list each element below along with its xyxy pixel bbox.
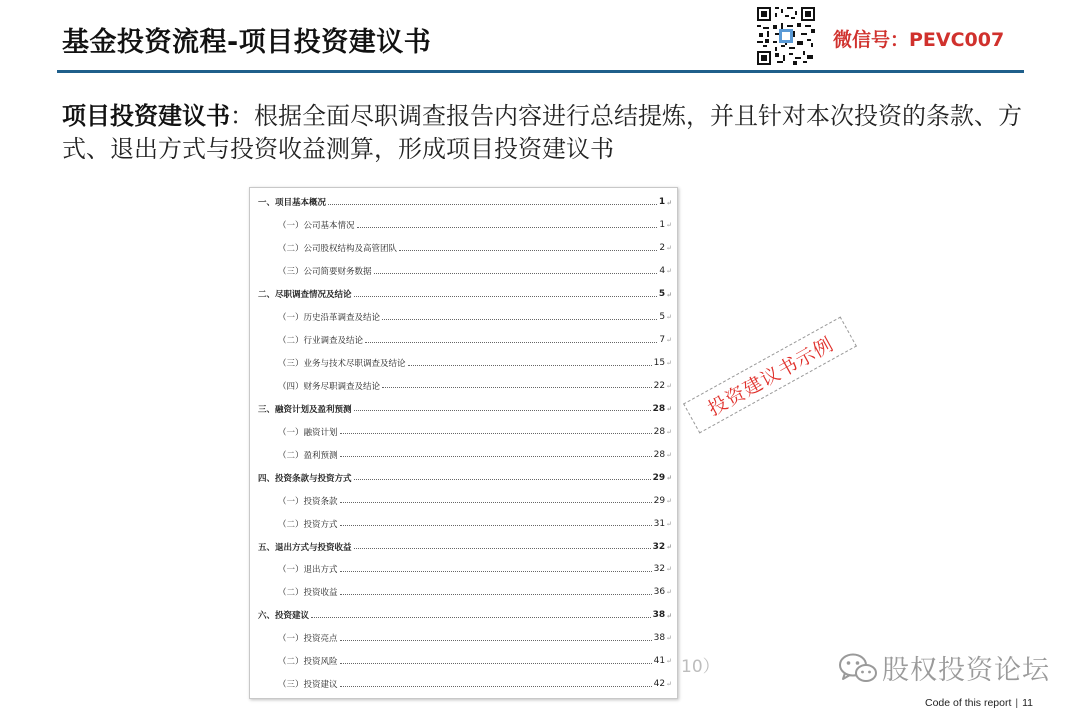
toc-entry-title: 六、投资建议 — [258, 611, 310, 622]
toc-entry-page: 36 — [653, 587, 666, 598]
toc-leader-dots — [340, 594, 652, 595]
paragraph-mark-icon: ↵ — [666, 313, 672, 322]
paragraph-mark-icon: ↵ — [666, 381, 672, 390]
toc-entry-page: 28 — [653, 426, 666, 437]
toc-list — [258, 191, 672, 696]
paragraph-mark-icon: ↵ — [666, 289, 672, 299]
paragraph-mark-icon: ↵ — [666, 404, 672, 414]
toc-row — [258, 260, 672, 283]
toc-entry-page: 4 — [659, 266, 666, 277]
toc-entry-page: 5 — [659, 312, 666, 323]
paragraph-mark-icon: ↵ — [666, 197, 672, 207]
toc-entry-page: 38 — [653, 633, 666, 644]
toc-entry-title: （一）融资计划 — [278, 427, 338, 438]
toc-entry-title: （一）退出方式 — [278, 565, 338, 576]
toc-row — [258, 191, 672, 214]
toc-leader-dots — [340, 686, 652, 687]
toc-entry-title: （四）财务尽职调查及结论 — [278, 381, 381, 392]
toc-entry-title: （二）投资方式 — [278, 519, 338, 530]
toc-document-image — [249, 187, 678, 699]
toc-leader-dots — [340, 525, 652, 526]
toc-entry-title: 二、尽职调查情况及结论 — [258, 290, 352, 301]
wechat-id: 微信号：PEVC007 — [833, 29, 1005, 51]
toc-entry-page: 7 — [659, 335, 666, 346]
toc-entry-title: （一）投资亮点 — [278, 634, 338, 645]
footer-page-number: 11 — [1022, 697, 1034, 709]
paragraph-mark-icon: ↵ — [666, 565, 672, 574]
toc-row — [258, 489, 672, 512]
intro-paragraph — [62, 100, 1022, 166]
toc-entry-title: （三）投资建议 — [278, 680, 338, 691]
toc-row — [258, 443, 672, 466]
toc-row — [258, 650, 672, 673]
toc-leader-dots — [382, 387, 652, 388]
paragraph-mark-icon: ↵ — [666, 657, 672, 666]
intro-lead: 项目投资建议书 — [62, 102, 230, 130]
toc-entry-page: 31 — [653, 518, 666, 529]
toc-row — [258, 604, 672, 627]
qr-code-icon — [757, 7, 815, 65]
toc-entry-page: 42 — [653, 679, 666, 690]
toc-entry-page: 1 — [658, 197, 666, 208]
toc-leader-dots — [382, 319, 657, 320]
example-stamp — [683, 316, 857, 433]
paragraph-mark-icon: ↵ — [666, 427, 672, 436]
forum-name: 股权投资论坛 — [882, 655, 1050, 686]
toc-row — [258, 329, 672, 352]
toc-row — [258, 237, 672, 260]
toc-entry-title: （一）投资条款 — [278, 496, 338, 507]
paragraph-mark-icon: ↵ — [666, 634, 672, 643]
example-stamp-label: 投资建议书示例 — [704, 332, 838, 420]
toc-leader-dots — [340, 571, 652, 572]
toc-row — [258, 466, 672, 489]
toc-entry-title: （一）历史沿革调查及结论 — [278, 313, 381, 324]
toc-leader-dots — [408, 365, 652, 366]
faded-page-number: 10） — [681, 657, 720, 677]
paragraph-mark-icon: ↵ — [666, 496, 672, 505]
paragraph-mark-icon: ↵ — [666, 450, 672, 459]
toc-leader-dots — [311, 617, 651, 618]
paragraph-mark-icon: ↵ — [666, 336, 672, 345]
toc-entry-title: （一）公司基本情况 — [278, 221, 355, 232]
toc-entry-title: 四、投资条款与投资方式 — [258, 473, 352, 484]
toc-row — [258, 397, 672, 420]
toc-leader-dots — [354, 548, 651, 549]
toc-entry-page: 29 — [652, 472, 666, 483]
toc-entry-page: 15 — [653, 358, 666, 369]
paragraph-mark-icon: ↵ — [666, 519, 672, 528]
toc-leader-dots — [354, 479, 651, 480]
toc-entry-page: 41 — [653, 656, 666, 667]
toc-row — [258, 306, 672, 329]
toc-entry-page: 38 — [652, 610, 666, 621]
toc-entry-title: 五、退出方式与投资收益 — [258, 542, 352, 553]
paragraph-mark-icon: ↵ — [666, 588, 672, 597]
toc-leader-dots — [374, 273, 658, 274]
toc-leader-dots — [328, 204, 657, 205]
toc-entry-title: （三）业务与技术尽职调查及结论 — [278, 359, 406, 370]
toc-entry-page: 32 — [652, 541, 666, 552]
toc-leader-dots — [354, 410, 651, 411]
toc-entry-page: 5 — [658, 289, 666, 300]
paragraph-mark-icon: ↵ — [666, 221, 672, 230]
toc-entry-title: （二）行业调查及结论 — [278, 336, 364, 347]
toc-leader-dots — [357, 227, 658, 228]
toc-row — [258, 352, 672, 375]
header-divider — [57, 70, 1024, 73]
toc-row — [258, 673, 672, 696]
toc-leader-dots — [399, 250, 657, 251]
paragraph-mark-icon: ↵ — [666, 473, 672, 483]
forum-watermark — [838, 648, 1050, 687]
toc-leader-dots — [365, 342, 657, 343]
paragraph-mark-icon: ↵ — [666, 610, 672, 620]
toc-entry-title: （二）公司股权结构及高管团队 — [278, 244, 398, 255]
toc-leader-dots — [340, 640, 652, 641]
toc-leader-dots — [340, 433, 652, 434]
toc-leader-dots — [340, 663, 652, 664]
paragraph-mark-icon: ↵ — [666, 244, 672, 253]
toc-entry-page: 1 — [659, 220, 666, 231]
toc-row — [258, 214, 672, 237]
toc-row — [258, 420, 672, 443]
paragraph-mark-icon: ↵ — [666, 359, 672, 368]
toc-entry-title: （二）投资收益 — [278, 588, 338, 599]
footer-label: Code of this report — [925, 697, 1012, 709]
toc-row — [258, 535, 672, 558]
slide-title: 基金投资流程-项目投资建议书 — [62, 27, 432, 58]
toc-entry-title: 一、项目基本概况 — [258, 198, 327, 209]
toc-row — [258, 375, 672, 398]
paragraph-mark-icon: ↵ — [666, 680, 672, 689]
toc-entry-page: 2 — [659, 243, 666, 254]
toc-row — [258, 558, 672, 581]
wechat-logo-icon — [838, 651, 878, 685]
toc-entry-page: 28 — [652, 403, 666, 414]
toc-row — [258, 581, 672, 604]
toc-leader-dots — [354, 296, 657, 297]
toc-entry-page: 29 — [653, 495, 666, 506]
toc-entry-title: 三、融资计划及盈利预测 — [258, 404, 352, 415]
toc-entry-title: （二）投资风险 — [278, 657, 338, 668]
toc-row — [258, 283, 672, 306]
toc-row — [258, 512, 672, 535]
toc-entry-page: 28 — [653, 449, 666, 460]
toc-row — [258, 627, 672, 650]
toc-entry-title: （二）盈利预测 — [278, 450, 338, 461]
toc-leader-dots — [340, 502, 652, 503]
toc-leader-dots — [340, 456, 652, 457]
toc-entry-page: 22 — [653, 380, 666, 391]
footer — [925, 697, 1033, 709]
paragraph-mark-icon: ↵ — [666, 267, 672, 276]
toc-entry-page: 32 — [653, 564, 666, 575]
toc-entry-title: （三）公司简要财务数据 — [278, 267, 372, 278]
footer-separator: | — [1015, 697, 1019, 709]
paragraph-mark-icon: ↵ — [666, 542, 672, 552]
intro-body: ：根据全面尽职调查报告内容进行总结提炼，并且针对本次投资的条款、方式、退出方式与投资收益测算，形成项目投资建议书 — [62, 102, 1022, 163]
